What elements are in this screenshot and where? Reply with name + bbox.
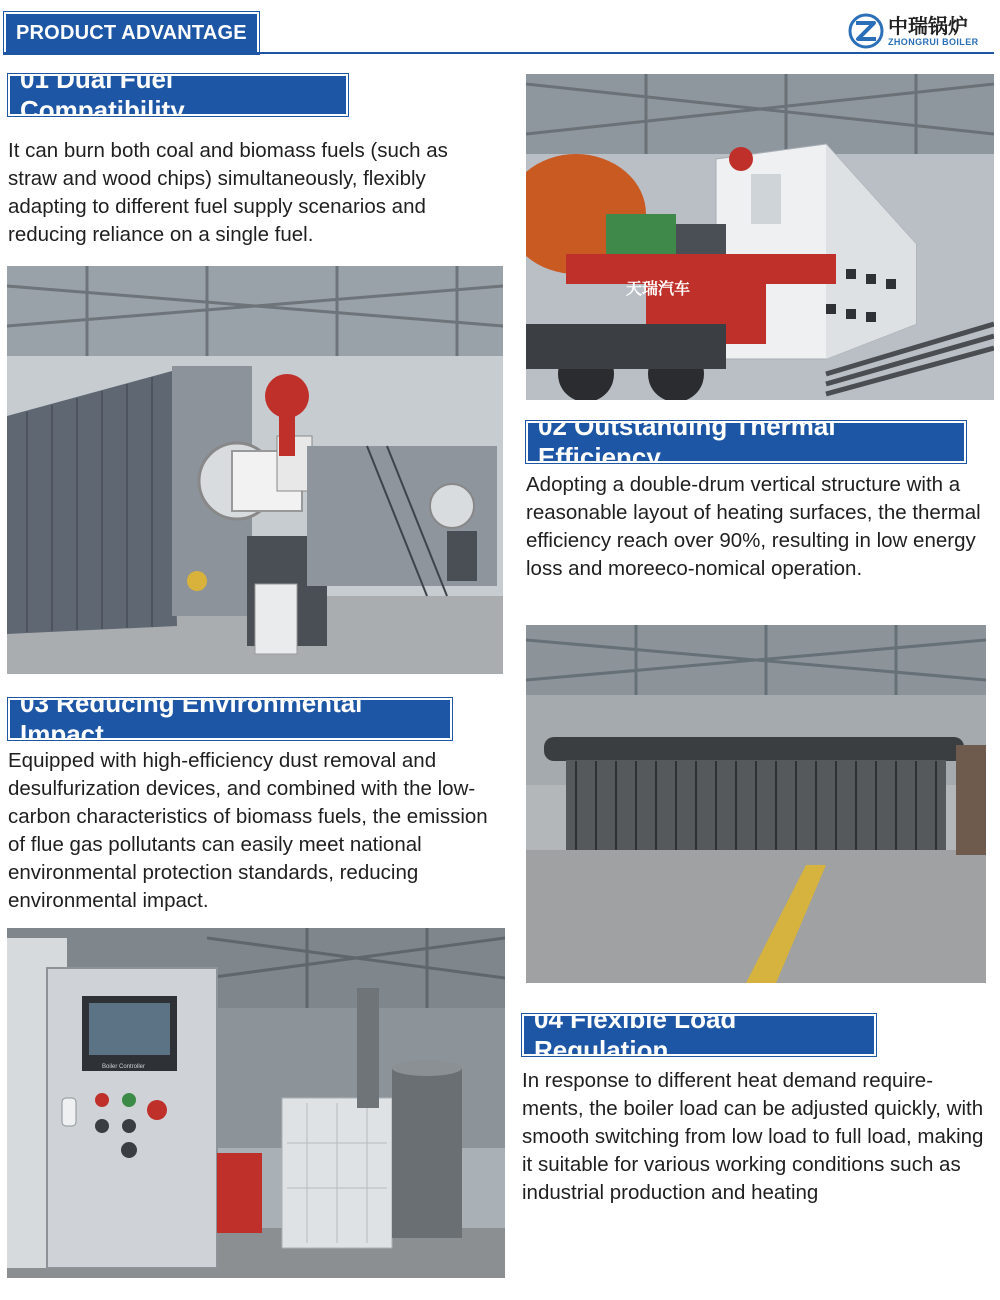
controller-screen-label: Boiler Controller <box>102 1064 146 1070</box>
section-text-thermal-efficiency: Adopting a double-drum vertical structure with a reasonable layout of heating surfaces, the thermal efficiency reach over 90%, resulting in low energy loss and moreeco-nomical operation. <box>526 473 981 580</box>
logo-chinese-name: 中瑞锅炉 <box>888 14 968 38</box>
section-heading-thermal-efficiency: 02 Outstanding Thermal Efficiency <box>526 421 966 463</box>
logo-english-name: ZHONGRUI BOILER <box>888 37 979 47</box>
section-text-load-regulation: In response to different heat demand require-ments, the boiler load can be adjusted quickly, with smooth switching from low load to full load, making it suitable for various working conditions such as industrial production and heating <box>522 1069 984 1204</box>
truck-plate-text: 天瑞汽车 <box>626 279 691 298</box>
section-text-environmental: Equipped with high-efficiency dust removal and desulfurization devices, and combined with the low-carbon characteristics of biomass fuels, the emission of flue gas pollutants can easily meet national environmental protection standards, reducing environmental impact. <box>8 749 488 912</box>
section-heading-load-regulation: 04 Flexible Load Regulation <box>522 1014 876 1056</box>
photo-boiler-hall <box>7 266 503 674</box>
page-banner: PRODUCT ADVANTAGE <box>4 12 259 54</box>
header-divider <box>4 52 994 54</box>
section-heading-environmental: 03 Reducing Environmental Impact <box>8 698 452 740</box>
photo-control-panel <box>7 928 505 1278</box>
photo-boiler-on-truck <box>526 74 994 400</box>
section-text-dual-fuel: It can burn both coal and biomass fuels (such as straw and wood chips) simultaneously, flexibly adapting to different fuel supply scenarios and reducing reliance on a single fuel. <box>8 139 448 246</box>
zhongrui-logo-icon <box>848 13 884 49</box>
company-logo <box>848 12 984 50</box>
photo-tube-bank <box>526 625 986 983</box>
section-heading-dual-fuel: 01 Dual Fuel Compatibility <box>8 74 348 116</box>
